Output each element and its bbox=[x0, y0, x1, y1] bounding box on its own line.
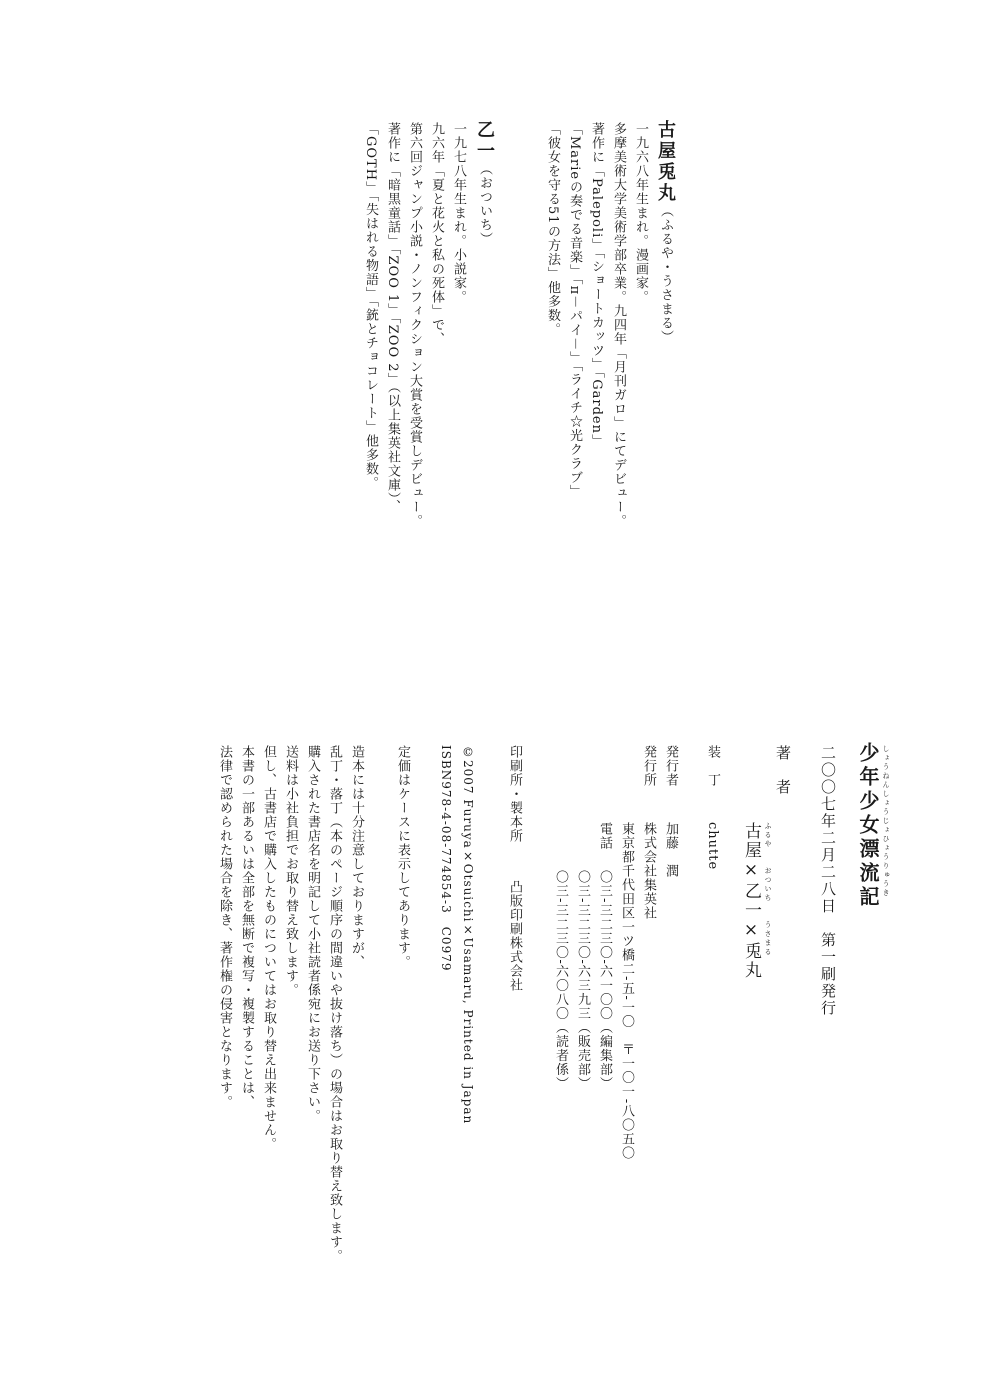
publisher-label: 発行者 bbox=[663, 745, 678, 787]
otsuichi-reading: （おついち） bbox=[477, 162, 492, 246]
otsuichi-bio-line-2: 九六年「夏と花火と私の死体」で、 bbox=[429, 122, 444, 346]
note-line-5: 但し、古書店で購入したものについてはお取り替え出来ません。 bbox=[261, 745, 276, 1151]
authors: 古屋×乙一×兎丸 bbox=[741, 822, 761, 980]
note-line-4: 送料は小社負担でお取り替え致します。 bbox=[283, 745, 298, 997]
note-line-2: 乱丁・落丁（本のページ順序の間違いや抜け落ち）の場合はお取り替え致します。 bbox=[327, 745, 342, 1263]
copyright: ©2007 Furuya×Otsuichi×Usamaru, Printed in Japan bbox=[461, 745, 475, 1125]
note-line-1: 造本には十分注意しておりますが、 bbox=[349, 745, 364, 969]
book-title: 少年少女漂流記 bbox=[856, 742, 880, 910]
note-line-6: 本書の一部あるいは全部を無断で複写・複製することは、 bbox=[239, 745, 254, 1109]
design-value: chutte bbox=[705, 822, 720, 871]
phone-readers: 〇三-三二三〇-六〇八〇（読者係） bbox=[553, 870, 568, 1091]
printer-value: 凸版印刷株式会社 bbox=[507, 880, 522, 992]
phone-sales: 〇三-三二三〇-六三九三（販売部） bbox=[575, 870, 590, 1091]
house-label: 発行所 bbox=[641, 745, 656, 787]
note-line-3: 購入された書店名を明記して小社読者係宛にお送り下さい。 bbox=[305, 745, 320, 1123]
phone-label: 電話 bbox=[597, 822, 612, 850]
furuya-bio-line-5: 「彼女を守る51の方法」他多数。 bbox=[545, 122, 560, 337]
isbn: ISBN978-4-08-774854-3 C0979 bbox=[439, 745, 453, 972]
furuya-bio-line-4: 「Marieの奏でる音楽」「π－パイ－」「ライチ☆光クラブ」 bbox=[567, 122, 582, 499]
furuya-name: 古屋兎丸（ふるや・うさまる） bbox=[655, 120, 676, 344]
furuya-bio-line-2: 多摩美術大学美術学部卒業。九四年「月刊ガロ」にてデビュー。 bbox=[611, 122, 626, 528]
publisher-value: 加藤 潤 bbox=[663, 822, 678, 878]
printer-label: 印刷所・製本所 bbox=[507, 745, 522, 843]
otsuichi-bio-line-1: 一九七八年生まれ。小説家。 bbox=[451, 122, 466, 304]
furuya-reading: （ふるや・うさまる） bbox=[658, 204, 673, 344]
otsuichi-name: 乙一（おついち） bbox=[474, 120, 495, 246]
otsuichi-bio-line-5: 「GOTH」「失はれる物語」「銃とチョコレート」他多数。 bbox=[363, 122, 378, 491]
price-note: 定価はケースに表示してあります。 bbox=[395, 745, 410, 969]
design-label: 装 丁 bbox=[705, 745, 720, 787]
author-ruby: ふるや おついち うさまる bbox=[764, 822, 772, 957]
phone-editorial: 〇三-三二三〇-六一〇〇（編集部） bbox=[597, 870, 612, 1091]
publication-date: 二〇〇七年二月二八日 第一刷発行 bbox=[819, 745, 837, 1017]
furuya-bio-line-1: 一九六八年生まれ。漫画家。 bbox=[633, 122, 648, 304]
otsuichi-bio-line-3: 第六回ジャンプ小説・ノンフィクション大賞を受賞しデビュー。 bbox=[407, 122, 422, 528]
publisher-address: 東京都千代田区一ツ橋二-五-一〇 〒一〇一-八〇五〇 bbox=[619, 822, 634, 1161]
author-label: 著 者 bbox=[774, 745, 792, 796]
title-ruby: しょうねんしょうじょひょうりゅうき bbox=[882, 745, 890, 898]
note-line-7: 法律で認められた場合を除き、著作権の侵害となります。 bbox=[217, 745, 232, 1109]
house-value: 株式会社集英社 bbox=[641, 822, 656, 920]
otsuichi-bio-line-4: 著作に「暗黒童話」「ZOO 1」「ZOO 2」（以上集英社文庫）、 bbox=[385, 122, 400, 514]
furuya-bio-line-3: 著作に「Palepoli」「ショートカッツ」「Garden」 bbox=[589, 122, 604, 448]
